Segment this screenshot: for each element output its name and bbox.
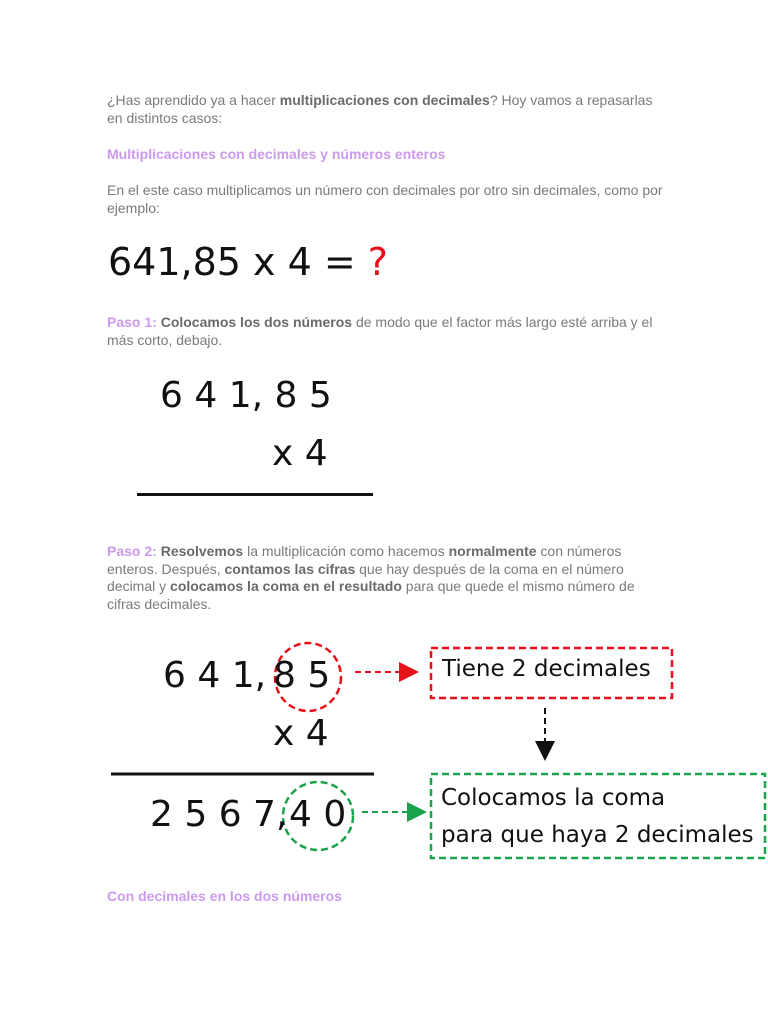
step2-bold-1: Resolvemos — [160, 543, 244, 559]
step2-text-1: la multiplicación como hacemos — [243, 543, 449, 559]
intro-text: ¿Has aprendido ya a hacer — [107, 92, 280, 108]
figure1-top-number: 6 4 1, 8 5 — [160, 375, 332, 416]
figure2-result-integer: 2 5 6 7, — [150, 794, 288, 835]
step2-bold-3: contamos las cifras — [224, 560, 356, 577]
figure1-multiplier: x 4 — [272, 433, 328, 474]
step2-bold-4: colocamos la coma en el resultado — [170, 578, 402, 594]
figure2-result-decimals: 4 0 — [289, 794, 347, 835]
figure2-multiplier: x 4 — [273, 713, 329, 754]
section1-paragraph: En el este caso multiplicamos un número con decimales por otro sin decimales, como por ejemplo: — [107, 182, 663, 216]
intro-bold: multiplicaciones con decimales — [279, 92, 490, 108]
green-box-text-line2: para que haya 2 decimales — [441, 822, 754, 848]
figure2-top-decimals: 8 5 — [273, 655, 331, 696]
green-box-text-line1: Colocamos la coma — [441, 785, 666, 811]
figure2-top-integer: 6 4 1, — [163, 655, 267, 696]
step1-bold: Colocamos los dos números — [160, 314, 353, 330]
intro-text-end: ? Hoy vamos a repasarlas en distintos casos: — [107, 92, 653, 126]
example-question-mark: ? — [367, 240, 388, 284]
step1-text: de modo que el factor más largo esté arriba y el más corto, debajo. — [107, 314, 653, 348]
step2-label: Paso 2: — [107, 543, 157, 559]
section-heading-enteros: Multiplicaciones con decimales y números enteros — [107, 146, 446, 162]
step2-text-4: para que quede el mismo número de cifras decimales. — [107, 578, 635, 612]
step2-bold-2: normalmente — [448, 543, 537, 559]
step2-text-3: que hay después de la coma en el número decimal y — [107, 560, 624, 594]
step2-text-2: con números enteros. Después, — [107, 543, 622, 577]
step1-label: Paso 1: — [107, 314, 157, 330]
section-heading-dos-decimales: Con decimales en los dos números — [107, 888, 342, 904]
red-box-text: Tiene 2 decimales — [442, 656, 651, 682]
example-expression: 641,85 x 4 = — [108, 240, 368, 284]
